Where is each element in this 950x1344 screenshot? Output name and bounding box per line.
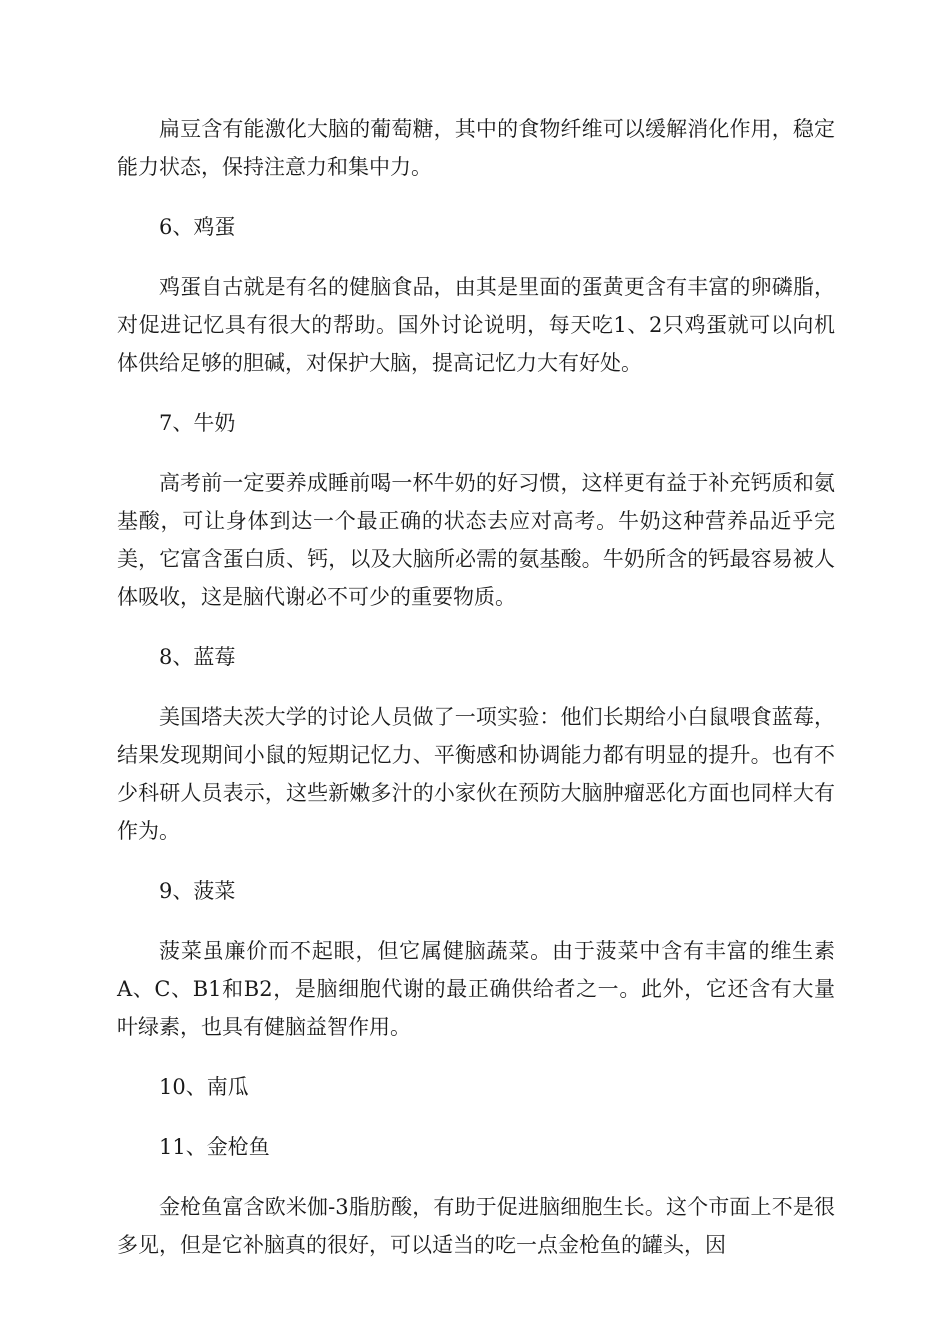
paragraph-lentils: 扁豆含有能激化大脑的葡萄糖，其中的食物纤维可以缓解消化作用，稳定能力状态，保持注意力和集中力。 [117,117,835,179]
document-body [117,110,835,1286]
paragraph-milk: 高考前一定要养成睡前喝一杯牛奶的好习惯，这样更有益于补充钙质和氨基酸，可让身体到达一个最正确的状态去应对高考。牛奶这种营养品近乎完美，它富含蛋白质、钙，以及大脑所必需的氨基酸。牛奶所含的钙最容易被人体吸收，这是脑代谢必不可少的重要物质。 [117,471,835,609]
paragraph-eggs: 鸡蛋自古就是有名的健脑食品，由其是里面的蛋黄更含有丰富的卵磷脂，对促进记忆具有很大的帮助。国外讨论说明，每天吃1、2只鸡蛋就可以向机体供给足够的胆碱，对保护大脑，提高记忆力大有好处。 [117,275,835,375]
heading-tuna: 11、金枪鱼 [159,1135,270,1159]
heading-spinach: 9、菠菜 [159,879,236,903]
heading-blueberries: 8、蓝莓 [159,645,236,669]
paragraph-spinach: 菠菜虽廉价而不起眼，但它属健脑蔬菜。由于菠菜中含有丰富的维生素A、C、B1和B2，是脑细胞代谢的最正确供给者之一。此外，它还含有大量叶绿素，也具有健脑益智作用。 [117,939,835,1039]
heading-eggs: 6、鸡蛋 [159,215,236,239]
paragraph-tuna: 金枪鱼富含欧米伽-3脂肪酸，有助于促进脑细胞生长。这个市面上不是很多见，但是它补脑真的很好，可以适当的吃一点金枪鱼的罐头，因 [117,1195,835,1257]
heading-milk: 7、牛奶 [159,411,236,435]
paragraph-blueberries: 美国塔夫茨大学的讨论人员做了一项实验：他们长期给小白鼠喂食蓝莓，结果发现期间小鼠的短期记忆力、平衡感和协调能力都有明显的提升。也有不少科研人员表示，这些新嫩多汁的小家伙在预防大脑肿瘤恶化方面也同样大有作为。 [117,705,835,843]
heading-pumpkin: 10、南瓜 [159,1075,249,1099]
